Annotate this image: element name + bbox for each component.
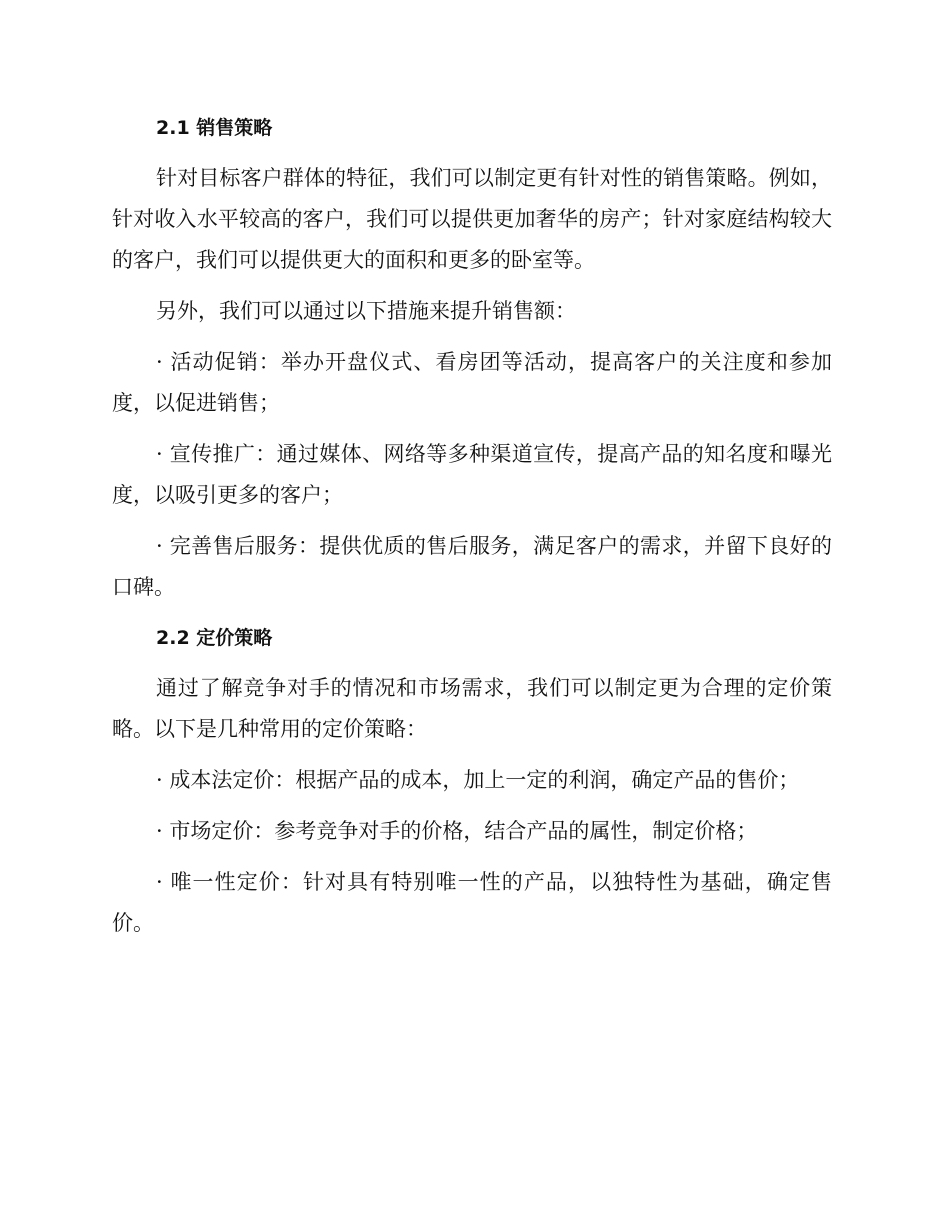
- paragraph-pricing-intro: 通过了解竞争对手的情况和市场需求，我们可以制定更为合理的定价策略。以下是几种常用的定价策略：: [112, 676, 832, 741]
- section-heading-pricing-strategy: 2.2 定价策略: [156, 627, 273, 649]
- bullet-item-uniqueness-pricing: · 唯一性定价：针对具有特别唯一性的产品，以独特性为基础，确定售价。: [112, 870, 832, 935]
- paragraph-sales-intro: 针对目标客户群体的特征，我们可以制定更有针对性的销售策略。例如，针对收入水平较高的客户，我们可以提供更加奢华的房产；针对家庭结构较大的客户，我们可以提供更大的面积和更多的卧室等。: [112, 166, 832, 272]
- bullet-item-cost-pricing: · 成本法定价：根据产品的成本，加上一定的利润，确定产品的售价；: [156, 768, 800, 792]
- paragraph-sales-lead: 另外，我们可以通过以下措施来提升销售额：: [156, 299, 576, 323]
- bullet-item-after-sales: · 完善售后服务：提供优质的售后服务，满足客户的需求，并留下良好的口碑。: [112, 534, 832, 599]
- bullet-item-publicity: · 宣传推广：通过媒体、网络等多种渠道宣传，提高产品的知名度和曝光度，以吸引更多的客户；: [112, 442, 832, 507]
- bullet-item-promotion: · 活动促销：举办开盘仪式、看房团等活动，提高客户的关注度和参加度，以促进销售；: [112, 350, 832, 415]
- section-heading-sales-strategy: 2.1 销售策略: [156, 117, 273, 139]
- document-body: [112, 108, 832, 954]
- bullet-item-market-pricing: · 市场定价：参考竞争对手的价格，结合产品的属性，制定价格；: [156, 819, 758, 843]
